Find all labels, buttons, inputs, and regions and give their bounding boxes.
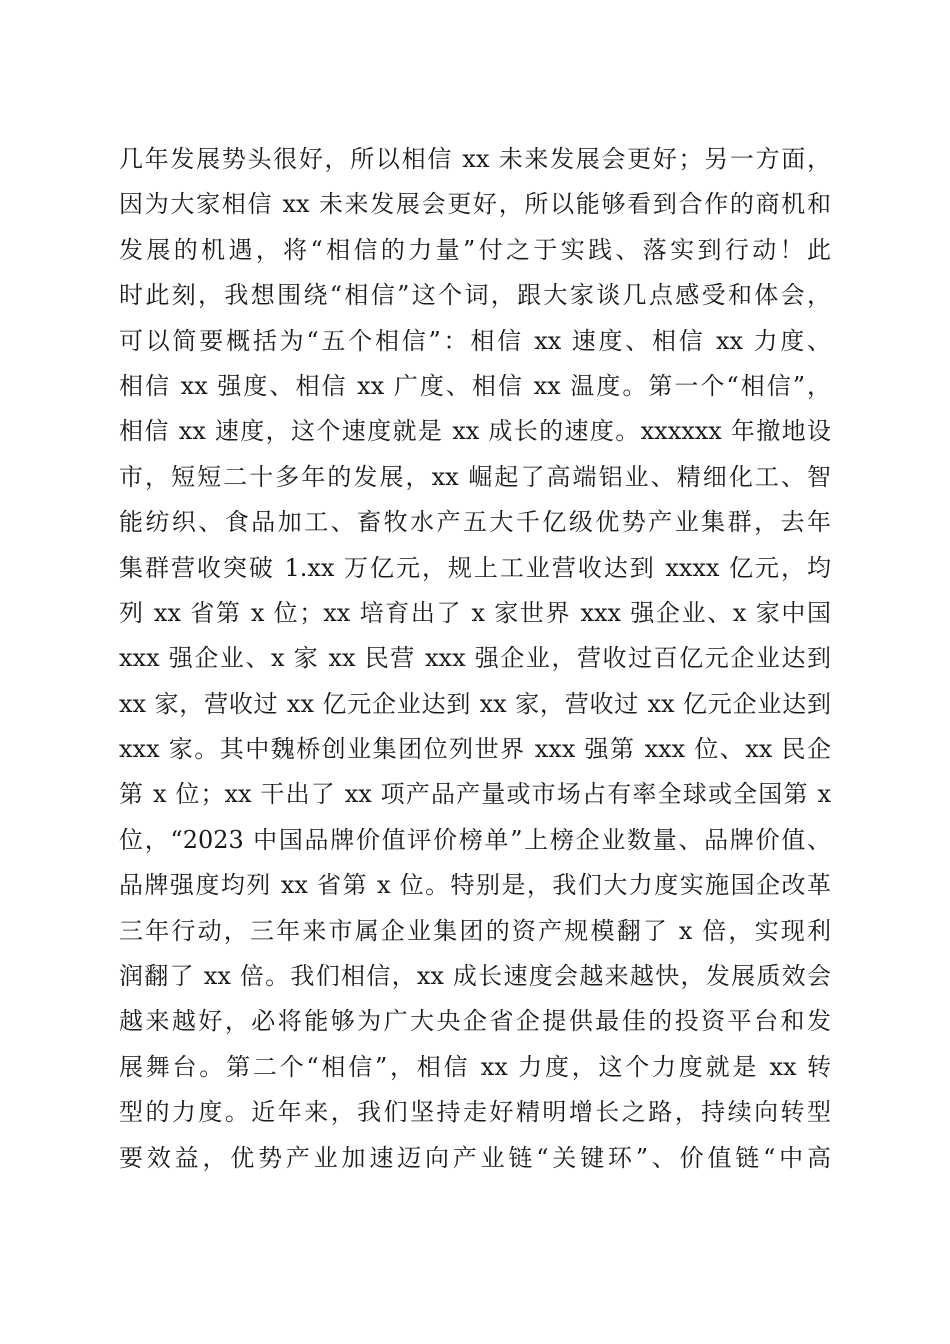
text-line-22: 型的力度。近年来，我们坚持走好精明增长之路，持续向转型 xyxy=(119,1098,831,1127)
text-line-12: xxx 强企业、x 家 xx 民营 xxx 强企业，营收过百亿元企业达到 xyxy=(119,644,831,673)
text-line-6: 相信 xx 强度、相信 xx 广度、相信 xx 温度。第一个“相信”， xyxy=(119,371,831,400)
text-line-20: 越来越好，必将能够为广大央企省企提供最佳的投资平台和发 xyxy=(119,1007,831,1036)
text-line-9: 能纺织、食品加工、畜牧水产五大千亿级优势产业集群，去年 xyxy=(119,508,831,537)
text-line-21: 展舞台。第二个“相信”，相信 xx 力度，这个力度就是 xx 转 xyxy=(119,1052,831,1081)
text-line-17: 品牌强度均列 xx 省第 x 位。特别是，我们大力度实施国企改革 xyxy=(119,871,831,900)
text-line-23: 要效益，优势产业加速迈向产业链“关键环”、价值链“中高 xyxy=(119,1143,831,1172)
text-line-3: 发展的机遇，将“相信的力量”付之于实践、落实到行动！此 xyxy=(119,235,831,264)
text-line-8: 市，短短二十多年的发展，xx 崛起了高端铝业、精细化工、智 xyxy=(119,462,831,491)
text-line-7: 相信 xx 速度，这个速度就是 xx 成长的速度。xxxxxx 年撤地设 xyxy=(119,417,831,446)
text-line-13: xx 家，营收过 xx 亿元企业达到 xx 家，营收过 xx 亿元企业达到 xyxy=(119,689,831,718)
text-line-19: 润翻了 xx 倍。我们相信，xx 成长速度会越来越快，发展质效会 xyxy=(119,962,831,991)
body-text xyxy=(119,137,831,1181)
text-line-5: 可以简要概括为“五个相信”：相信 xx 速度、相信 xx 力度、 xyxy=(119,326,831,355)
text-line-11: 列 xx 省第 x 位；xx 培育出了 x 家世界 xxx 强企业、x 家中国 xyxy=(119,598,831,627)
text-line-2: 因为大家相信 xx 未来发展会更好，所以能够看到合作的商机和 xyxy=(119,190,831,219)
text-line-14: xxx 家。其中魏桥创业集团位列世界 xxx 强第 xxx 位、xx 民企 xyxy=(119,735,831,764)
text-line-15: 第 x 位；xx 干出了 xx 项产品产量或市场占有率全球或全国第 x xyxy=(119,780,831,809)
text-line-16: 位，“2023 中国品牌价值评价榜单”上榜企业数量、品牌价值、 xyxy=(119,825,831,854)
text-line-18: 三年行动，三年来市属企业集团的资产规模翻了 x 倍，实现利 xyxy=(119,916,831,945)
text-line-10: 集群营收突破 1.xx 万亿元，规上工业营收达到 xxxx 亿元，均 xyxy=(119,553,831,582)
text-line-1: 几年发展势头很好，所以相信 xx 未来发展会更好；另一方面， xyxy=(119,145,831,173)
text-line-4: 时此刻，我想围绕“相信”这个词，跟大家谈几点感受和体会， xyxy=(119,281,831,310)
